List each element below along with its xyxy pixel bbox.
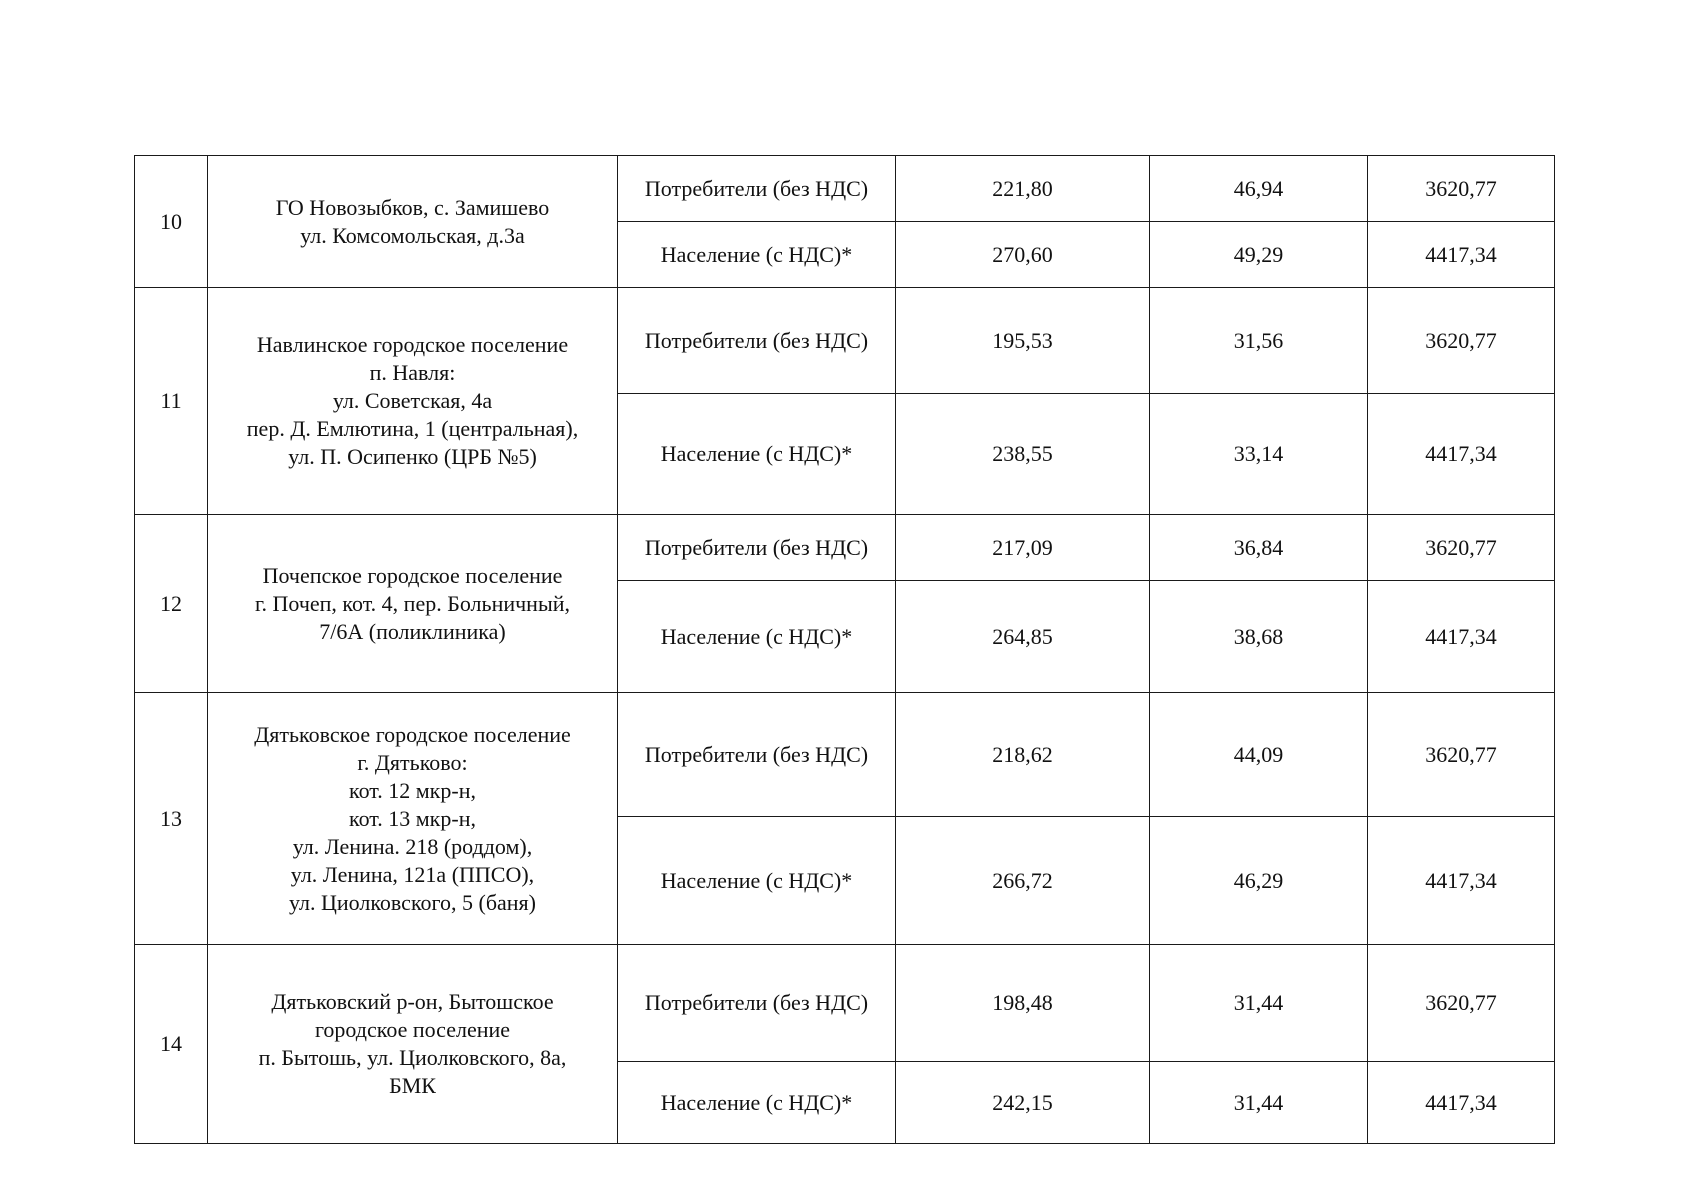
value-cell: 242,15 [896, 1062, 1150, 1144]
location-line: г. Дятьково: [357, 749, 468, 775]
value-cell: 33,14 [1150, 394, 1368, 515]
value-cell: 44,09 [1150, 693, 1368, 817]
consumer-category: Потребители (без НДС) [618, 156, 896, 222]
location-cell [208, 156, 618, 288]
location-line: ул. Ленина. 218 (роддом), [292, 833, 533, 859]
location-line: 7/6А (поликлиника) [319, 618, 506, 644]
location-cell [208, 515, 618, 693]
location-line: БМК [389, 1073, 436, 1098]
location-line: пер. Д. Емлютина, 1 (центральная), [246, 416, 579, 441]
row-number: 10 [135, 156, 208, 288]
value-cell: 3620,77 [1368, 288, 1555, 394]
location-cell [208, 693, 618, 945]
location-line: Навлинское городское поселение [256, 332, 569, 357]
value-cell: 4417,34 [1368, 581, 1555, 693]
location-line: ул. Ленина, 121а (ППСО), [290, 861, 535, 887]
value-cell: 218,62 [896, 693, 1150, 817]
location-line: городское поселение [314, 1017, 511, 1042]
location-line: п. Бытошь, ул. Циолковского, 8а, [258, 1045, 567, 1070]
value-cell: 3620,77 [1368, 945, 1555, 1062]
table-row [135, 945, 1555, 1062]
location-cell [208, 945, 618, 1144]
location-line: Дятьковское городское поселение [254, 721, 571, 747]
location-line: ГО Новозыбков, с. Замишево [275, 194, 550, 220]
location-line: п. Навля: [369, 360, 456, 385]
location-line: Почепское городское поселение [262, 562, 563, 588]
value-cell: 238,55 [896, 394, 1150, 515]
location-line: Дятьковский р-он, Бытошское [271, 989, 554, 1014]
consumer-category: Население (с НДС)* [618, 222, 896, 288]
location-line: ул. П. Осипенко (ЦРБ №5) [288, 444, 537, 469]
location-line: ул. Циолковского, 5 (баня) [288, 889, 536, 915]
consumer-category: Потребители (без НДС) [618, 945, 896, 1062]
value-cell: 270,60 [896, 222, 1150, 288]
location-line: г. Почеп, кот. 4, пер. Больничный, [254, 590, 571, 616]
value-cell: 4417,34 [1368, 817, 1555, 945]
value-cell: 221,80 [896, 156, 1150, 222]
value-cell: 4417,34 [1368, 394, 1555, 515]
location-line: ул. Комсомольская, д.3а [300, 222, 525, 248]
table-row [135, 156, 1555, 222]
value-cell: 4417,34 [1368, 1062, 1555, 1144]
value-cell: 31,44 [1150, 1062, 1368, 1144]
table-row [135, 515, 1555, 581]
value-cell: 4417,34 [1368, 222, 1555, 288]
tariff-table-body [135, 156, 1555, 1144]
location-line: кот. 12 мкр-н, [349, 777, 476, 803]
value-cell: 38,68 [1150, 581, 1368, 693]
consumer-category: Потребители (без НДС) [618, 693, 896, 817]
row-number: 12 [135, 515, 208, 693]
location-line: ул. Советская, 4а [332, 388, 493, 413]
value-cell: 3620,77 [1368, 515, 1555, 581]
value-cell: 3620,77 [1368, 693, 1555, 817]
location-line: кот. 13 мкр-н, [349, 805, 476, 831]
consumer-category: Население (с НДС)* [618, 817, 896, 945]
value-cell: 266,72 [896, 817, 1150, 945]
value-cell: 198,48 [896, 945, 1150, 1062]
row-number: 11 [135, 288, 208, 515]
value-cell: 31,56 [1150, 288, 1368, 394]
row-number: 13 [135, 693, 208, 945]
value-cell: 46,94 [1150, 156, 1368, 222]
value-cell: 31,44 [1150, 945, 1368, 1062]
consumer-category: Население (с НДС)* [618, 1062, 896, 1144]
consumer-category: Население (с НДС)* [618, 581, 896, 693]
value-cell: 3620,77 [1368, 156, 1555, 222]
row-number: 14 [135, 945, 208, 1144]
table-row [135, 693, 1555, 817]
value-cell: 36,84 [1150, 515, 1368, 581]
value-cell: 46,29 [1150, 817, 1368, 945]
location-cell [208, 288, 618, 515]
tariff-table [134, 155, 1555, 1144]
value-cell: 195,53 [896, 288, 1150, 394]
consumer-category: Население (с НДС)* [618, 394, 896, 515]
value-cell: 217,09 [896, 515, 1150, 581]
value-cell: 49,29 [1150, 222, 1368, 288]
table-row [135, 288, 1555, 394]
consumer-category: Потребители (без НДС) [618, 288, 896, 394]
value-cell: 264,85 [896, 581, 1150, 693]
consumer-category: Потребители (без НДС) [618, 515, 896, 581]
